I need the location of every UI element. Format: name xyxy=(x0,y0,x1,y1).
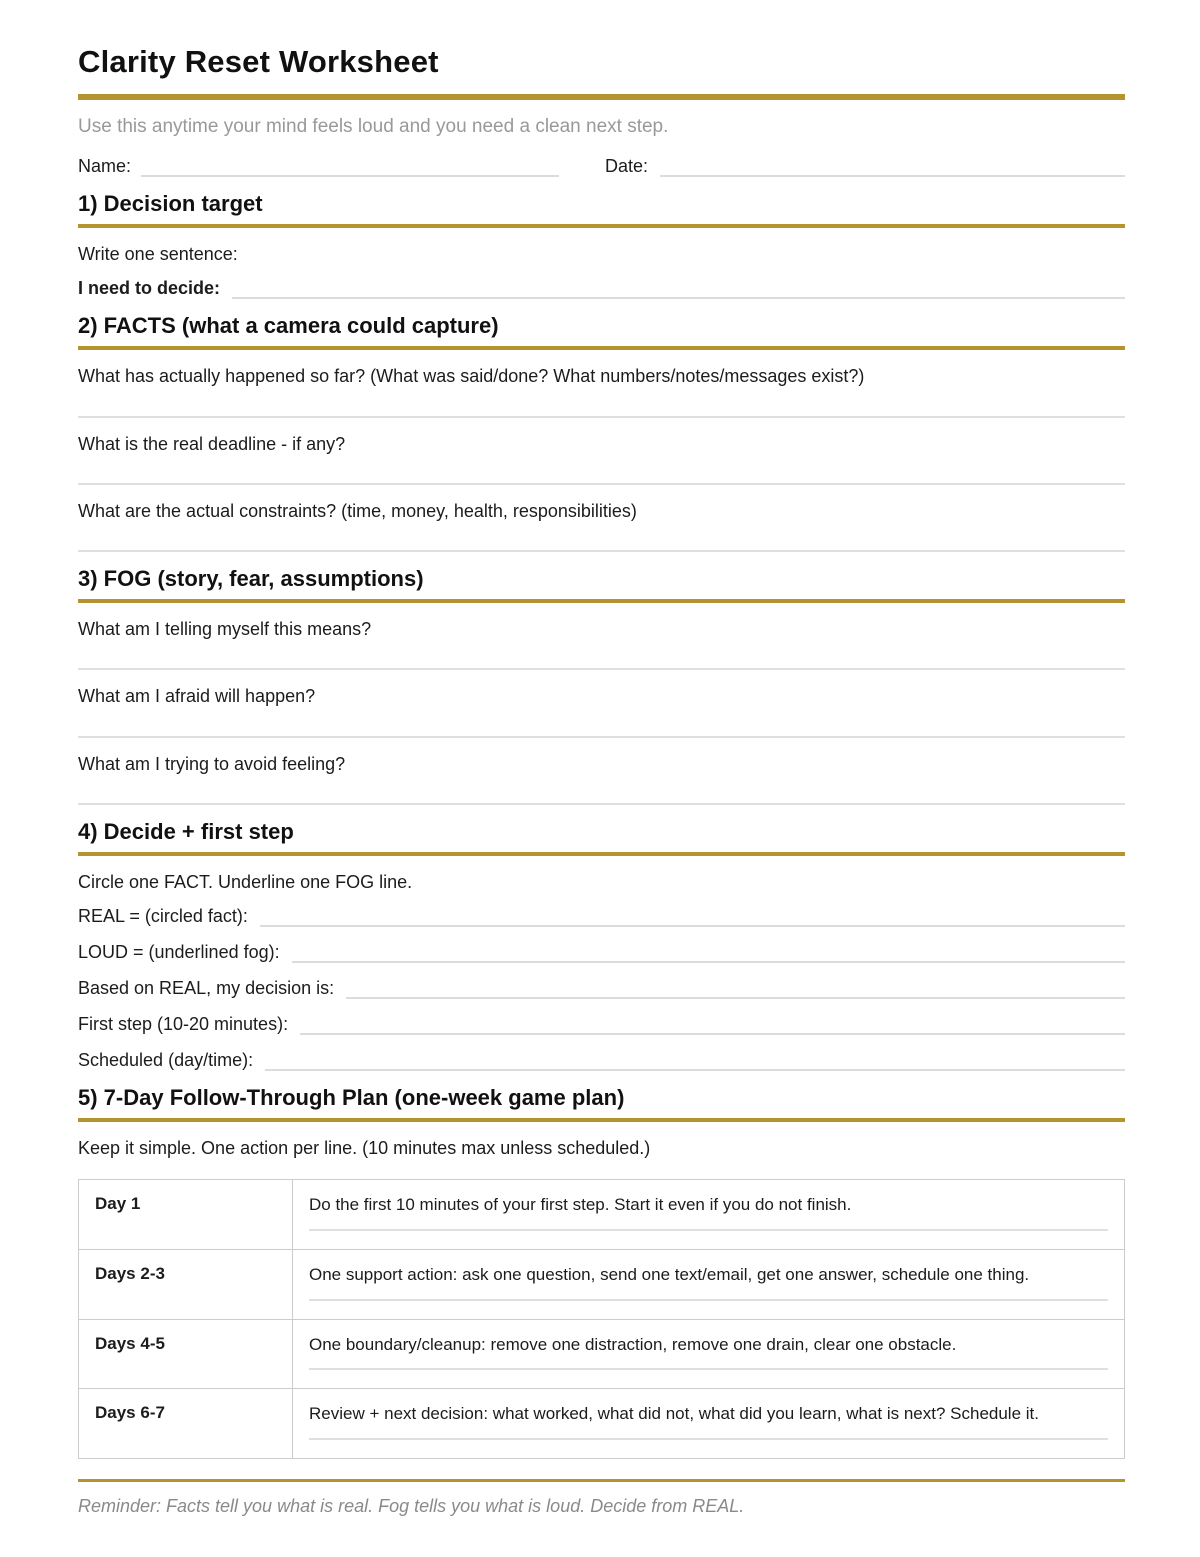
answer-line xyxy=(78,736,1125,738)
action-text: Review + next decision: what worked, what did not, what did you learn, what is next? Schedule it. xyxy=(309,1404,1039,1424)
title-divider xyxy=(78,94,1125,100)
real-field-line xyxy=(260,905,1125,927)
decision-intro: Write one sentence: xyxy=(78,244,238,264)
decide-intro: Circle one FACT. Underline one FOG line. xyxy=(78,872,413,893)
answer-line xyxy=(309,1438,1108,1440)
first-step-field-row xyxy=(78,1008,1125,1035)
answer-line xyxy=(78,483,1125,485)
day-cell: Days 6-7 xyxy=(79,1389,293,1459)
section-heading-decide: 4) Decide + first step xyxy=(78,819,294,845)
date-label: Date: xyxy=(605,156,649,176)
answer-line xyxy=(309,1368,1108,1370)
name-label: Name: xyxy=(78,156,132,176)
answer-line xyxy=(78,668,1125,670)
decision-prompt-label: I need to decide: xyxy=(78,278,221,299)
section-heading-fog: 3) FOG (story, fear, assumptions) xyxy=(78,566,424,592)
decision-field-label: Based on REAL, my decision is: xyxy=(78,978,335,999)
day-cell: Day 1 xyxy=(79,1179,293,1249)
section-facts xyxy=(78,313,1125,552)
loud-field-row xyxy=(78,936,1125,963)
question-text: What is the real deadline - if any? xyxy=(78,433,346,454)
day-cell: Days 2-3 xyxy=(79,1249,293,1319)
day-cell: Days 4-5 xyxy=(79,1319,293,1389)
section-heading-plan: 5) 7-Day Follow-Through Plan (one-week game plan) xyxy=(78,1085,625,1111)
fog-question-1 xyxy=(78,617,1125,670)
answer-line xyxy=(309,1229,1108,1231)
section-decision-target xyxy=(78,191,1125,299)
question-text: What am I telling myself this means? xyxy=(78,619,372,640)
section-decide-first-step xyxy=(78,819,1125,1071)
action-cell xyxy=(293,1319,1125,1389)
action-text: Do the first 10 minutes of your first step. Start it even if you do not finish. xyxy=(309,1194,852,1214)
date-field-line xyxy=(660,155,1125,177)
section-heading-decision-target: 1) Decision target xyxy=(78,191,263,216)
facts-question-3 xyxy=(78,499,1125,552)
answer-line xyxy=(309,1299,1108,1301)
heading-divider xyxy=(78,1118,1125,1122)
heading-divider xyxy=(78,224,1125,228)
decision-field-row xyxy=(78,972,1125,999)
plan-table xyxy=(78,1179,1125,1460)
heading-divider xyxy=(78,599,1125,603)
section-follow-through-plan xyxy=(78,1085,1125,1459)
real-field-row xyxy=(78,900,1125,927)
question-text: What are the actual constraints? (time, money, health, responsibilities) xyxy=(78,500,637,521)
scheduled-field-row xyxy=(78,1044,1125,1071)
name-date-row xyxy=(78,151,1125,177)
scheduled-field-label: Scheduled (day/time): xyxy=(78,1050,254,1071)
question-text: What has actually happened so far? (What was said/done? What numbers/notes/messages exist?) xyxy=(78,366,865,387)
question-text: What am I afraid will happen? xyxy=(78,686,316,707)
action-cell xyxy=(293,1249,1125,1319)
table-row-day-1 xyxy=(79,1179,1125,1249)
answer-line xyxy=(78,803,1125,805)
decision-field-line xyxy=(232,277,1125,299)
plan-intro: Keep it simple. One action per line. (10 minutes max unless scheduled.) xyxy=(78,1138,651,1159)
scheduled-field-line xyxy=(265,1049,1125,1071)
table-row-days-6-7 xyxy=(79,1389,1125,1459)
decision-based-field-line xyxy=(346,977,1125,999)
real-field-label: REAL = (circled fact): xyxy=(78,906,248,927)
table-row-days-4-5 xyxy=(79,1319,1125,1389)
action-cell xyxy=(293,1389,1125,1459)
heading-divider xyxy=(78,346,1125,350)
facts-question-2 xyxy=(78,432,1125,485)
loud-field-line xyxy=(292,941,1125,963)
footer-divider xyxy=(78,1479,1125,1482)
section-fog xyxy=(78,566,1125,805)
first-step-field-line xyxy=(300,1013,1125,1035)
facts-question-1 xyxy=(78,364,1125,417)
page-title: Clarity Reset Worksheet xyxy=(78,44,439,79)
fog-question-3 xyxy=(78,752,1125,805)
name-field-line xyxy=(141,155,559,177)
loud-field-label: LOUD = (underlined fog): xyxy=(78,942,280,963)
decision-prompt-row xyxy=(78,272,1125,299)
section-heading-facts: 2) FACTS (what a camera could capture) xyxy=(78,313,499,339)
answer-line xyxy=(78,550,1125,552)
answer-line xyxy=(78,416,1125,418)
table-row-days-2-3 xyxy=(79,1249,1125,1319)
first-step-field-label: First step (10-20 minutes): xyxy=(78,1014,289,1035)
fog-question-2 xyxy=(78,684,1125,737)
page-subtitle: Use this anytime your mind feels loud and you need a clean next step. xyxy=(78,116,669,137)
question-text: What am I trying to avoid feeling? xyxy=(78,753,346,774)
action-text: One support action: ask one question, send one text/email, get one answer, schedule one thing. xyxy=(309,1264,1030,1284)
action-text: One boundary/cleanup: remove one distraction, remove one drain, clear one obstacle. xyxy=(309,1334,957,1354)
heading-divider xyxy=(78,852,1125,856)
action-cell xyxy=(293,1179,1125,1249)
footer-reminder: Reminder: Facts tell you what is real. Fog tells you what is loud. Decide from REAL. xyxy=(78,1496,745,1517)
